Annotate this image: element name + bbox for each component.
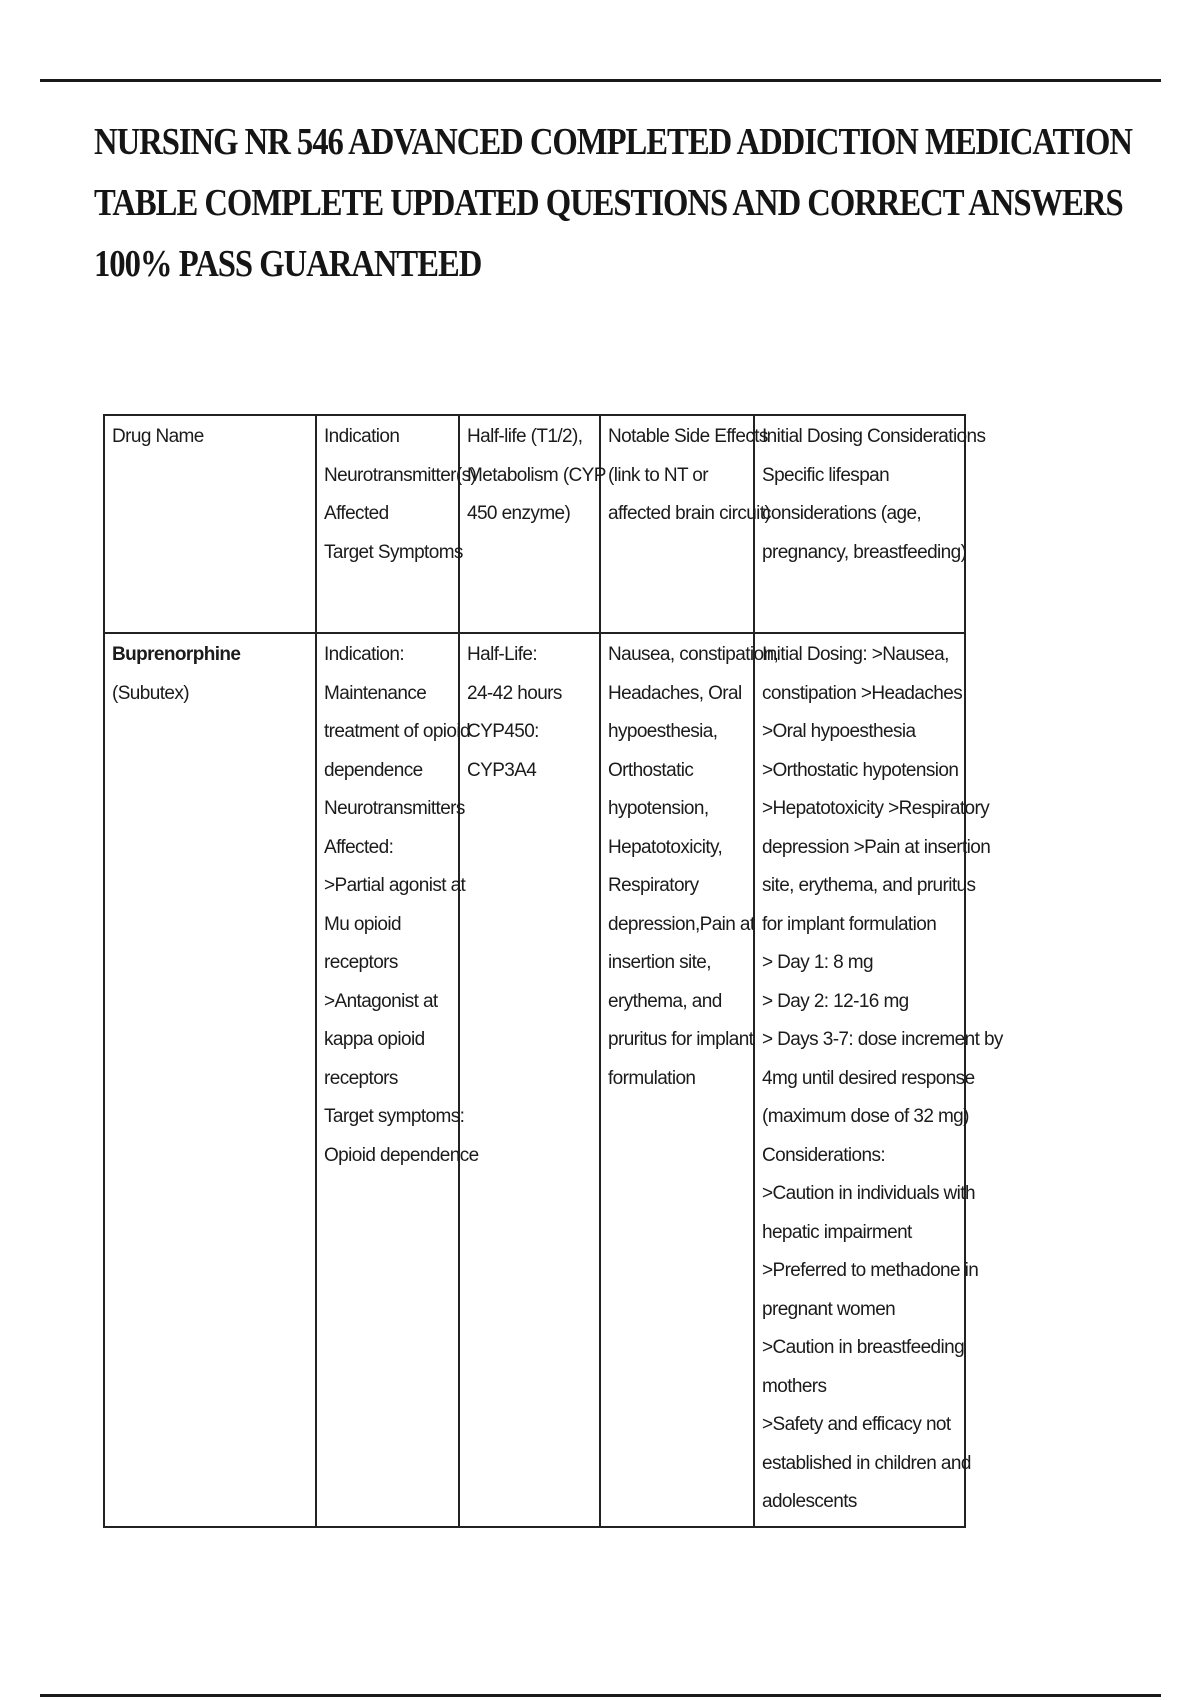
cell-text-line: Maintenance xyxy=(324,682,427,704)
header-dosing xyxy=(754,415,986,633)
cell-side-effects xyxy=(600,633,779,1527)
cell-text-line: Mu opioid xyxy=(324,913,401,935)
cell-text-line: >Orthostatic hypotension xyxy=(762,759,959,781)
cell-text-line: 24-42 hours xyxy=(467,682,562,704)
cell-text-line: Metabolism (CYP xyxy=(467,464,606,486)
cell-text-line: site, erythema, and pruritus xyxy=(762,875,976,896)
cell-text-line: hepatic impairment xyxy=(762,1221,912,1243)
cell-text-line: >Hepatotoxicity >Respiratory xyxy=(762,798,990,819)
cell-text-line: pruritus for implant xyxy=(608,1029,754,1050)
cell-text-line: Affected xyxy=(324,503,389,524)
cell-text-line: depression >Pain at insertion xyxy=(762,836,991,858)
cell-text-line: Initial Dosing: >Nausea, xyxy=(762,644,949,665)
cell-text-line: 450 enzyme) xyxy=(467,503,571,524)
cell-text-line: considerations (age, xyxy=(762,503,922,524)
cell-text-line: Orthostatic xyxy=(608,759,694,781)
medication-table xyxy=(103,414,1003,1528)
cell-text-line: Indication: xyxy=(324,644,405,665)
cell-text-line: constipation >Headaches xyxy=(762,682,963,704)
cell-text-line: formulation xyxy=(608,1067,696,1089)
cell-text-line: treatment of opioid xyxy=(324,721,470,742)
cell-text-line: adolescents xyxy=(762,1491,857,1512)
header-half-life xyxy=(459,415,606,633)
cell-text-line: receptors xyxy=(324,952,398,973)
cell-text-line: insertion site, xyxy=(608,952,711,973)
cell-text-line: Considerations: xyxy=(762,1144,886,1166)
cell-text-line: Indication xyxy=(324,426,400,447)
cell-text-line: CYP450: xyxy=(467,721,539,742)
cell-text-line: Notable Side Effects xyxy=(608,426,768,447)
cell-text-line: Neurotransmitters xyxy=(324,798,465,819)
cell-text-line: CYP3A4 xyxy=(467,759,537,781)
drug-brand: (Subutex) xyxy=(112,682,189,704)
drug-name: Buprenorphine xyxy=(112,644,241,665)
table-header-row xyxy=(104,415,965,633)
cell-text-line: Affected: xyxy=(324,836,394,858)
cell-text-line: hypoesthesia, xyxy=(608,721,718,742)
cell-drug-name xyxy=(104,633,316,1527)
cell-text-line: Nausea, constipation, xyxy=(608,644,779,665)
cell-text-line: >Partial agonist at xyxy=(324,875,466,896)
page-title xyxy=(94,112,1132,295)
cell-text-line: Half-life (T1/2), xyxy=(467,426,583,447)
top-divider xyxy=(40,79,1161,82)
cell-text-line: Hepatotoxicity, xyxy=(608,836,723,858)
cell-text-line: Target symptoms: xyxy=(324,1106,465,1127)
cell-text-line: (link to NT or xyxy=(608,464,708,486)
cell-text-line: established in children and xyxy=(762,1452,971,1474)
cell-text-line: >Oral hypoesthesia xyxy=(762,721,916,742)
title-line: NURSING NR 546 ADVANCED COMPLETED ADDICTION MEDICATION xyxy=(94,121,1132,163)
cell-text-line: Initial Dosing Considerations xyxy=(762,426,986,447)
cell-indication xyxy=(316,633,479,1527)
cell-text-line: >Preferred to methadone in xyxy=(762,1260,979,1281)
cell-text-line: Specific lifespan xyxy=(762,464,890,486)
cell-text-line: pregnant women xyxy=(762,1298,896,1320)
cell-text-line: 4mg until desired response xyxy=(762,1067,975,1089)
cell-text-line: mothers xyxy=(762,1375,827,1397)
cell-text-line: Drug Name xyxy=(112,426,204,447)
cell-text-line: hypotension, xyxy=(608,798,709,819)
cell-text-line: > Days 3-7: dose increment by xyxy=(762,1029,1003,1050)
header-side-effects xyxy=(600,415,771,633)
cell-text-line: pregnancy, breastfeeding) xyxy=(762,541,967,563)
cell-text-line: >Caution in breastfeeding xyxy=(762,1337,965,1358)
cell-text-line: Target Symptoms xyxy=(324,541,463,563)
table-row xyxy=(104,633,965,1527)
cell-text-line: > Day 1: 8 mg xyxy=(762,952,874,973)
cell-text-line: affected brain circuit) xyxy=(608,503,771,524)
cell-text-line: Respiratory xyxy=(608,875,699,896)
cell-text-line: depression,Pain at xyxy=(608,913,755,935)
cell-text-line: > Day 2: 12-16 mg xyxy=(762,990,909,1012)
cell-text-line: Half-Life: xyxy=(467,644,538,665)
cell-text-line: erythema, and xyxy=(608,990,722,1012)
cell-text-line: dependence xyxy=(324,759,423,781)
header-indication xyxy=(316,415,477,633)
cell-text-line: >Antagonist at xyxy=(324,990,438,1012)
cell-text-line: >Caution in individuals with xyxy=(762,1183,975,1204)
cell-dosing xyxy=(754,633,1003,1527)
title-line: 100% PASS GUARANTEED xyxy=(94,243,482,285)
cell-text-line: kappa opioid xyxy=(324,1029,425,1050)
cell-text-line: (maximum dose of 32 mg) xyxy=(762,1106,969,1127)
cell-text-line: Opioid dependence xyxy=(324,1144,479,1166)
cell-text-line: Headaches, Oral xyxy=(608,682,742,704)
title-line: TABLE COMPLETE UPDATED QUESTIONS AND CORRECT ANSWERS xyxy=(94,182,1123,224)
header-drug-name xyxy=(104,415,316,633)
cell-half-life xyxy=(459,633,600,1527)
cell-text-line: for implant formulation xyxy=(762,913,937,935)
cell-text-line: >Safety and efficacy not xyxy=(762,1414,951,1435)
cell-text-line: receptors xyxy=(324,1067,398,1089)
bottom-divider xyxy=(40,1694,1161,1697)
cell-text-line: Neurotransmitter(s) xyxy=(324,464,477,486)
